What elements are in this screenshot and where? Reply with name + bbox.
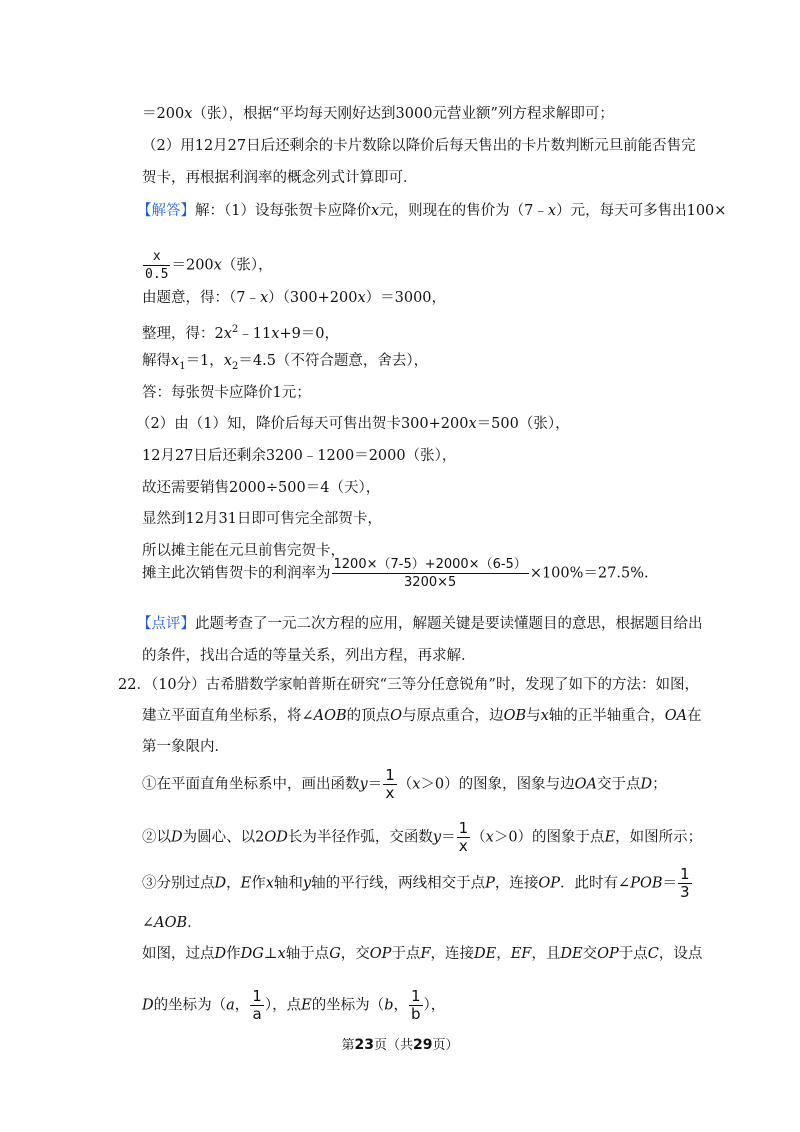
math-variable: x xyxy=(540,708,549,724)
text-run: 22．（10分）古希腊数学家帕普斯在研究“三等分任意锐角”时，发现了如下的方法：如图， xyxy=(118,677,699,693)
text-run: 与 xyxy=(526,708,541,724)
text-run: 答：每张贺卡应降价1元； xyxy=(142,385,311,401)
text-run: ＝ xyxy=(367,776,383,793)
text-run: 显然到12月31日即可售完全部贺卡， xyxy=(142,511,382,527)
page-footer xyxy=(0,1034,800,1053)
math-variable: x xyxy=(412,776,421,793)
text-run: 轴的正半轴重合， xyxy=(548,708,665,724)
text-run: ）（300+200 xyxy=(268,290,358,306)
answer-line xyxy=(142,383,311,403)
text-run: 与原点重合，边 xyxy=(402,708,504,724)
part2-line xyxy=(136,414,570,434)
fraction-denominator: 3200×5 xyxy=(404,575,457,590)
text-run: 元，则现在的售价为（7﹣ xyxy=(379,203,548,219)
text-run: ．此时有∠ xyxy=(560,875,631,892)
text-run: 第一象限内． xyxy=(142,739,229,755)
text-run: ，连接 xyxy=(430,946,474,962)
equation-line xyxy=(142,248,273,283)
math-variable: a xyxy=(226,997,235,1014)
text-run: ， xyxy=(496,946,511,962)
profit-rate-line xyxy=(142,556,649,591)
part2-line xyxy=(142,509,382,529)
text-run: 作 xyxy=(251,875,266,892)
text-run: ，交 xyxy=(340,946,370,962)
text-run: ＝500（张）， xyxy=(476,416,570,432)
text-run: 建立平面直角坐标系，将∠ xyxy=(142,708,314,724)
math-variable: x xyxy=(171,353,180,369)
fraction xyxy=(250,988,264,1023)
setup-line xyxy=(142,944,702,964)
subscript: 1 xyxy=(179,360,186,372)
text-run: 摊主此次销售贺卡的利润率为 xyxy=(142,565,331,582)
text-run: ①在平面直角坐标系中，画出函数 xyxy=(142,776,360,793)
math-variable: E xyxy=(240,875,252,892)
text-run: ＝1， xyxy=(185,353,224,369)
coordinates-line xyxy=(142,988,445,1023)
fraction xyxy=(409,988,423,1023)
text-run: ，且 xyxy=(531,946,561,962)
math-variable: AOB xyxy=(313,708,347,724)
fraction-numerator: 1200×（7-5）+2000×（6-5） xyxy=(333,557,527,572)
math-variable: D xyxy=(640,776,653,793)
equation-line xyxy=(142,288,446,308)
text-run: ； xyxy=(652,776,667,793)
comment-line-2 xyxy=(142,646,476,666)
text-run: ﹣11 xyxy=(238,325,272,342)
part2-line xyxy=(142,446,456,466)
equation-line xyxy=(142,320,339,344)
footer-text: 页） xyxy=(432,1038,459,1053)
fraction-numerator: 1 xyxy=(385,766,395,784)
math-variable: OA xyxy=(574,776,598,793)
fraction-denominator: 3 xyxy=(680,883,690,901)
fraction-denominator: b xyxy=(410,1005,421,1023)
text-run: ， xyxy=(393,997,408,1014)
text-run: ＝200 xyxy=(142,106,185,122)
text-run: ， xyxy=(226,875,241,892)
math-variable: E xyxy=(301,997,312,1014)
math-variable: OD xyxy=(264,829,288,846)
math-variable: y xyxy=(302,875,312,892)
math-variable: G xyxy=(329,946,341,962)
text-run: ＝200 xyxy=(171,257,214,274)
math-variable: x xyxy=(485,829,494,846)
math-variable: y xyxy=(359,776,368,793)
question-22-header xyxy=(118,675,699,695)
fraction xyxy=(457,820,471,855)
text-run: 12月27日后还剩余3200﹣1200＝2000（张）， xyxy=(142,448,457,464)
text-run: （张）， xyxy=(221,257,273,274)
section-tag: 【点评】 xyxy=(137,616,195,632)
math-variable: x xyxy=(277,946,286,962)
math-variable: DE xyxy=(474,946,497,962)
question-22-line xyxy=(142,706,702,726)
text-run: 整理，得：2 xyxy=(142,325,224,342)
text-run: （张），根据“平均每天刚好达到3000元营业额”列方程求解即可； xyxy=(192,106,614,122)
math-variable: DE xyxy=(560,946,583,962)
step-2-line xyxy=(142,820,702,855)
math-variable: C xyxy=(647,946,659,962)
part2-line xyxy=(142,478,380,498)
math-variable: POB xyxy=(630,875,663,892)
fraction xyxy=(332,556,529,591)
text-run: 故还需要销售2000÷500＝4（天）， xyxy=(142,480,381,496)
fraction xyxy=(143,248,170,283)
fraction-numerator: 1 xyxy=(458,819,469,837)
text-run: ，连接 xyxy=(494,875,539,892)
text-run: （ xyxy=(397,776,413,793)
math-variable: x xyxy=(259,290,269,306)
footer-text: 页（共 xyxy=(373,1038,413,1053)
math-variable: OP xyxy=(369,946,392,962)
text-run: ×100%＝27.5%. xyxy=(529,565,649,582)
math-variable: OP xyxy=(597,946,619,962)
step-3-continuation xyxy=(142,913,202,933)
text-run: 的顶点 xyxy=(346,708,391,724)
comment-line-1 xyxy=(137,614,703,634)
math-variable: D xyxy=(214,946,227,962)
text-run: ）， xyxy=(423,997,446,1014)
math-variable: x xyxy=(357,290,366,306)
text-run: 轴和 xyxy=(273,875,303,892)
fraction xyxy=(678,866,692,901)
text-run: +9＝0， xyxy=(279,325,340,342)
text-run: ），点 xyxy=(264,997,302,1014)
text-run: 于点 xyxy=(391,946,421,962)
solution-analysis-line-3 xyxy=(142,168,418,188)
math-variable: E xyxy=(604,829,616,846)
text-run: 所以摊主能在元旦前售完贺卡， xyxy=(142,543,345,559)
text-run: ③分别过点 xyxy=(142,875,215,892)
question-22-line xyxy=(142,737,229,757)
subscript: 2 xyxy=(231,360,239,372)
text-run: ∠ xyxy=(142,915,155,931)
equation-line xyxy=(142,351,428,377)
math-variable: F xyxy=(420,946,431,962)
math-variable: EF xyxy=(510,946,532,962)
text-run: 长为半径作弧，交函数 xyxy=(287,829,433,846)
text-run: ，如图所示； xyxy=(615,829,703,846)
text-run: ②以 xyxy=(142,829,171,846)
text-run: ． xyxy=(187,915,202,931)
text-run: 由题意，得：（7﹣ xyxy=(142,290,260,306)
superscript: 2 xyxy=(231,324,239,335)
page-number: 23 xyxy=(354,1037,374,1053)
text-run: 在 xyxy=(687,708,702,724)
text-run: 为圆心、以2 xyxy=(182,829,265,846)
text-run: 此题考查了一元二次方程的应用，解题关键是要读懂题目的意思，根据题目给出 xyxy=(195,616,703,632)
math-variable: x xyxy=(468,416,477,432)
math-variable: x xyxy=(271,325,280,342)
text-run: （ xyxy=(471,829,486,846)
text-run: ＝ xyxy=(441,829,456,846)
fraction-denominator: x xyxy=(385,784,395,802)
text-run: ，设点 xyxy=(658,946,703,962)
math-variable: x xyxy=(223,353,232,369)
math-variable: D xyxy=(214,875,227,892)
text-run: 贺卡，再根据利润率的概念列式计算即可． xyxy=(142,170,418,186)
text-run: 轴于点 xyxy=(285,946,330,962)
text-run: （2）用12月27日后还剩余的卡片数除以降价后每天售出的卡片数判断元旦前能否售完 xyxy=(142,138,696,154)
math-variable: OA xyxy=(664,708,688,724)
math-variable: x xyxy=(184,106,193,122)
math-variable: D xyxy=(142,997,154,1014)
math-variable: OB xyxy=(503,708,527,724)
math-variable: x xyxy=(265,875,274,892)
text-run: 交 xyxy=(582,946,598,962)
total-pages: 29 xyxy=(413,1037,433,1053)
text-run: ⊥ xyxy=(263,946,278,962)
fraction-denominator: a xyxy=(252,1005,262,1023)
text-run: 解得 xyxy=(142,353,171,369)
math-variable: x xyxy=(223,325,232,342)
fraction-denominator: 0.5 xyxy=(145,267,169,282)
math-variable: y xyxy=(432,829,442,846)
text-run: 如图，过点 xyxy=(142,946,215,962)
step-3-line xyxy=(142,866,693,901)
math-variable: b xyxy=(384,997,394,1014)
text-run: 于点 xyxy=(618,946,648,962)
fraction-numerator: 1 xyxy=(252,987,262,1005)
section-tag: 【解答】 xyxy=(137,203,195,219)
math-variable: O xyxy=(390,708,403,724)
text-run: ）＝3000， xyxy=(365,290,447,306)
text-run: ＞0）的图象，图象与边 xyxy=(420,776,575,793)
math-variable: AOB xyxy=(154,915,188,931)
fraction-numerator: x xyxy=(143,248,170,266)
text-run: 的坐标为（ xyxy=(153,997,227,1014)
text-run: （2）由（1）知，降价后每天可售出贺卡300+200 xyxy=(136,416,469,432)
math-variable: x xyxy=(213,257,222,274)
fraction xyxy=(383,767,397,802)
math-variable: D xyxy=(171,829,183,846)
text-run: ）元，每天可多售出100× xyxy=(556,203,727,219)
text-run: ， xyxy=(234,997,250,1014)
solution-analysis-line-2 xyxy=(142,136,696,156)
math-variable: OP xyxy=(538,875,561,892)
fraction-numerator: 1 xyxy=(410,987,421,1005)
text-run: ＝4.5（不符合题意，舍去）， xyxy=(238,353,429,369)
text-run: ＝ xyxy=(662,875,678,892)
step-1-line xyxy=(142,767,667,802)
text-run: 的坐标为（ xyxy=(311,997,385,1014)
math-variable: DG xyxy=(240,946,264,962)
text-run: 轴的平行线，两线相交于点 xyxy=(311,875,486,892)
solution-answer-header xyxy=(137,201,726,221)
solution-analysis-line-1 xyxy=(142,104,614,124)
math-variable: x xyxy=(370,203,380,219)
footer-text: 第 xyxy=(341,1038,355,1053)
text-run: 交于点 xyxy=(597,776,641,793)
text-run: 的条件，找出合适的等量关系，列出方程，再求解． xyxy=(142,648,476,664)
math-variable: P xyxy=(485,875,495,892)
fraction-numerator: 1 xyxy=(680,865,690,883)
text-run: 作 xyxy=(226,946,241,962)
text-run: ＞0）的图象于点 xyxy=(493,829,605,846)
text-run: 解：（1）设每张贺卡应降价 xyxy=(195,203,371,219)
fraction-denominator: x xyxy=(458,837,468,855)
math-variable: x xyxy=(547,203,557,219)
